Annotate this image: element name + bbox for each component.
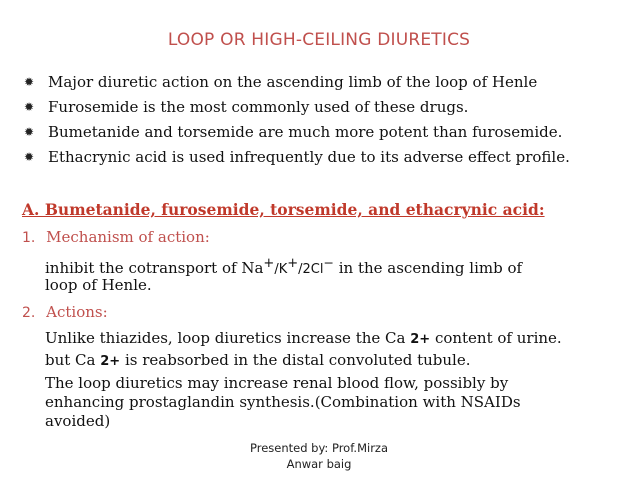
section-number: 2. — [22, 305, 36, 321]
body-line: enhancing prostaglandin synthesis.(Combination with NSAIDs — [45, 393, 521, 411]
body-line: inhibit the cotransport of Na+/K+/2Cl− in the ascending limb of — [45, 255, 523, 277]
bullet-text: Bumetanide and torsemide are much more potent than furosemide. — [48, 123, 563, 141]
section-1-header — [22, 228, 210, 246]
section-number: 1. — [22, 230, 36, 246]
bullet-item — [22, 95, 622, 120]
presenter-footer — [0, 440, 638, 472]
body-line: Unlike thiazides, loop diuretics increase the Ca 2+ content of urine. — [45, 329, 562, 347]
body-line: loop of Henle. — [45, 276, 152, 294]
star-bullet-icon: ✹ — [24, 100, 35, 114]
body-line: but Ca 2+ is reabsorbed in the distal convoluted tubule. — [45, 351, 471, 369]
slide-title: LOOP OR HIGH-CEILING DIURETICS — [167, 30, 471, 50]
bullet-item — [22, 120, 622, 145]
footer-line: Presented by: Prof.Mirza — [249, 441, 389, 455]
footer-line: Anwar baig — [286, 457, 352, 471]
section-2-body — [45, 327, 615, 371]
bullet-item — [22, 145, 622, 170]
section-title: Mechanism of action: — [46, 228, 210, 246]
star-bullet-icon: ✹ — [24, 75, 35, 89]
bullet-text: Major diuretic action on the ascending limb of the loop of Henle — [48, 73, 538, 91]
bullet-text: Ethacrynic acid is used infrequently due to its adverse effect profile. — [48, 148, 570, 166]
star-bullet-icon: ✹ — [24, 150, 35, 164]
body-line: The loop diuretics may increase renal blood flow, possibly by — [45, 374, 509, 392]
section-title: Actions: — [46, 303, 108, 321]
section-heading: A. Bumetanide, furosemide, torsemide, and ethacrynic acid: — [22, 200, 545, 219]
bullet-list — [22, 70, 622, 170]
section-2-header — [22, 303, 108, 321]
body-line: avoided) — [45, 412, 111, 430]
section-2-body-cont — [45, 374, 615, 431]
section-1-body — [45, 252, 615, 296]
bullet-text: Furosemide is the most commonly used of these drugs. — [48, 98, 469, 116]
star-bullet-icon: ✹ — [24, 125, 35, 139]
bullet-item — [22, 70, 622, 95]
